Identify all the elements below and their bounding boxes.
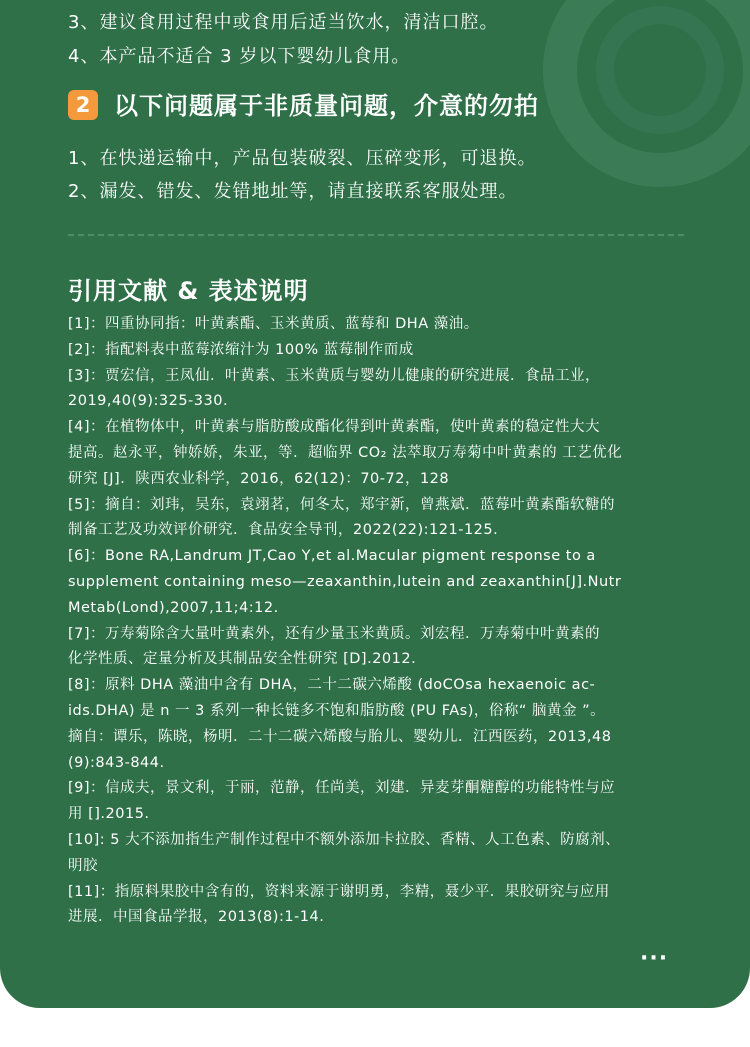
reference-line: (9):843-844. <box>68 754 165 771</box>
reference-line: [7]：万寿菊除含大量叶黄素外，还有少量玉米黄质。刘宏程．万寿菊中叶黄素的 <box>68 625 601 642</box>
non-quality-item: 1、在快递运输中，产品包装破裂、压碎变形，可退换。 <box>68 148 537 169</box>
reference-line: 化学性质、定量分析及其制品安全性研究 [D].2012. <box>68 651 417 668</box>
non-quality-item: 2、漏发、错发、发错地址等，请直接联系客服处理。 <box>68 181 518 202</box>
section-number-badge: 2 <box>68 90 98 120</box>
references-heading: 引用文献 & 表述说明 <box>68 277 309 305</box>
reference-line: 提高。赵永平，钟娇娇，朱亚，等．超临界 CO₂ 法萃取万寿菊中叶黄素的 工艺优化 <box>68 444 623 461</box>
reference-line: 摘自：谭乐，陈晓，杨明．二十二碳六烯酸与胎儿、婴幼儿．江西医药，2013,48 <box>68 728 612 745</box>
reference-line: ids.DHA) 是 n 一 3 系列一种长链多不饱和脂肪酸 (PU FAs)，俗称“ 脑黄金 ”。 <box>68 702 606 719</box>
more-icon[interactable]: ··· <box>640 946 669 971</box>
reference-line: [4]：在植物体中，叶黄素与脂肪酸成酯化得到叶黄素酯，使叶黄素的稳定性大大 <box>68 419 601 436</box>
decorative-ring-icon <box>530 0 750 200</box>
reference-line: 2019,40(9):325-330. <box>68 393 229 410</box>
reference-line: [2]：指配料表中蓝莓浓缩汁为 100% 蓝莓制作而成 <box>68 341 414 358</box>
reference-line: supplement containing meso—zeaxanthin,lutein and zeaxanthin[J].Nutr <box>68 573 622 590</box>
dashed-divider <box>68 234 684 236</box>
reference-line: Metab(Lond),2007,11;4:12. <box>68 599 279 616</box>
section-title: 以下问题属于非质量问题，介意的勿拍 <box>114 92 539 120</box>
reference-line: [9]：信成夫，景文利，于丽，范静，任尚美，刘建．异麦芽酮糖醇的功能特性与应 <box>68 780 616 797</box>
usage-note-4: 4、本产品不适合 3 岁以下婴幼儿食用。 <box>68 46 411 67</box>
reference-line: [1]：四重协同指：叶黄素酯、玉米黄质、蓝莓和 DHA 藻油。 <box>68 316 479 332</box>
reference-line: 明胶 <box>68 857 98 874</box>
reference-line: [11]：指原料果胶中含有的，资料来源于谢明勇，李精，聂少平．果胶研究与应用 <box>68 883 610 900</box>
reference-line: 制备工艺及功效评价研究．食品安全导刊，2022(22):121-125. <box>68 522 499 539</box>
reference-line: [8]：原料 DHA 藻油中含有 DHA，二十二碳六烯酸 (doCOsa hexaenoic ac- <box>68 677 596 694</box>
reference-line: [10]: 5 大不添加指生产制作过程中不额外添加卡拉胶、香精、人工色素、防腐剂、 <box>68 831 621 848</box>
reference-line: [6]：Bone RA,Landrum JT,Cao Y,et al.Macular pigment response to a <box>68 548 596 565</box>
usage-note-3: 3、建议食用过程中或食用后适当饮水，清洁口腔。 <box>68 12 499 33</box>
reference-line: 研究 [J]．陕西农业科学，2016，62(12)：70-72，128 <box>68 470 450 487</box>
references-list <box>68 312 688 931</box>
reference-line: 用 [].2015. <box>68 806 150 823</box>
reference-line: [3]：贾宏信，王凤仙．叶黄素、玉米黄质与婴幼儿健康的研究进展．食品工业， <box>68 367 601 384</box>
reference-line: [5]：摘自：刘玮，吴东，袁翊茗，何冬太，郑宇新，曾燕斌．蓝莓叶黄素酯软糖的 <box>68 496 616 513</box>
reference-line: 进展．中国食品学报，2013(8):1-14. <box>68 909 325 926</box>
